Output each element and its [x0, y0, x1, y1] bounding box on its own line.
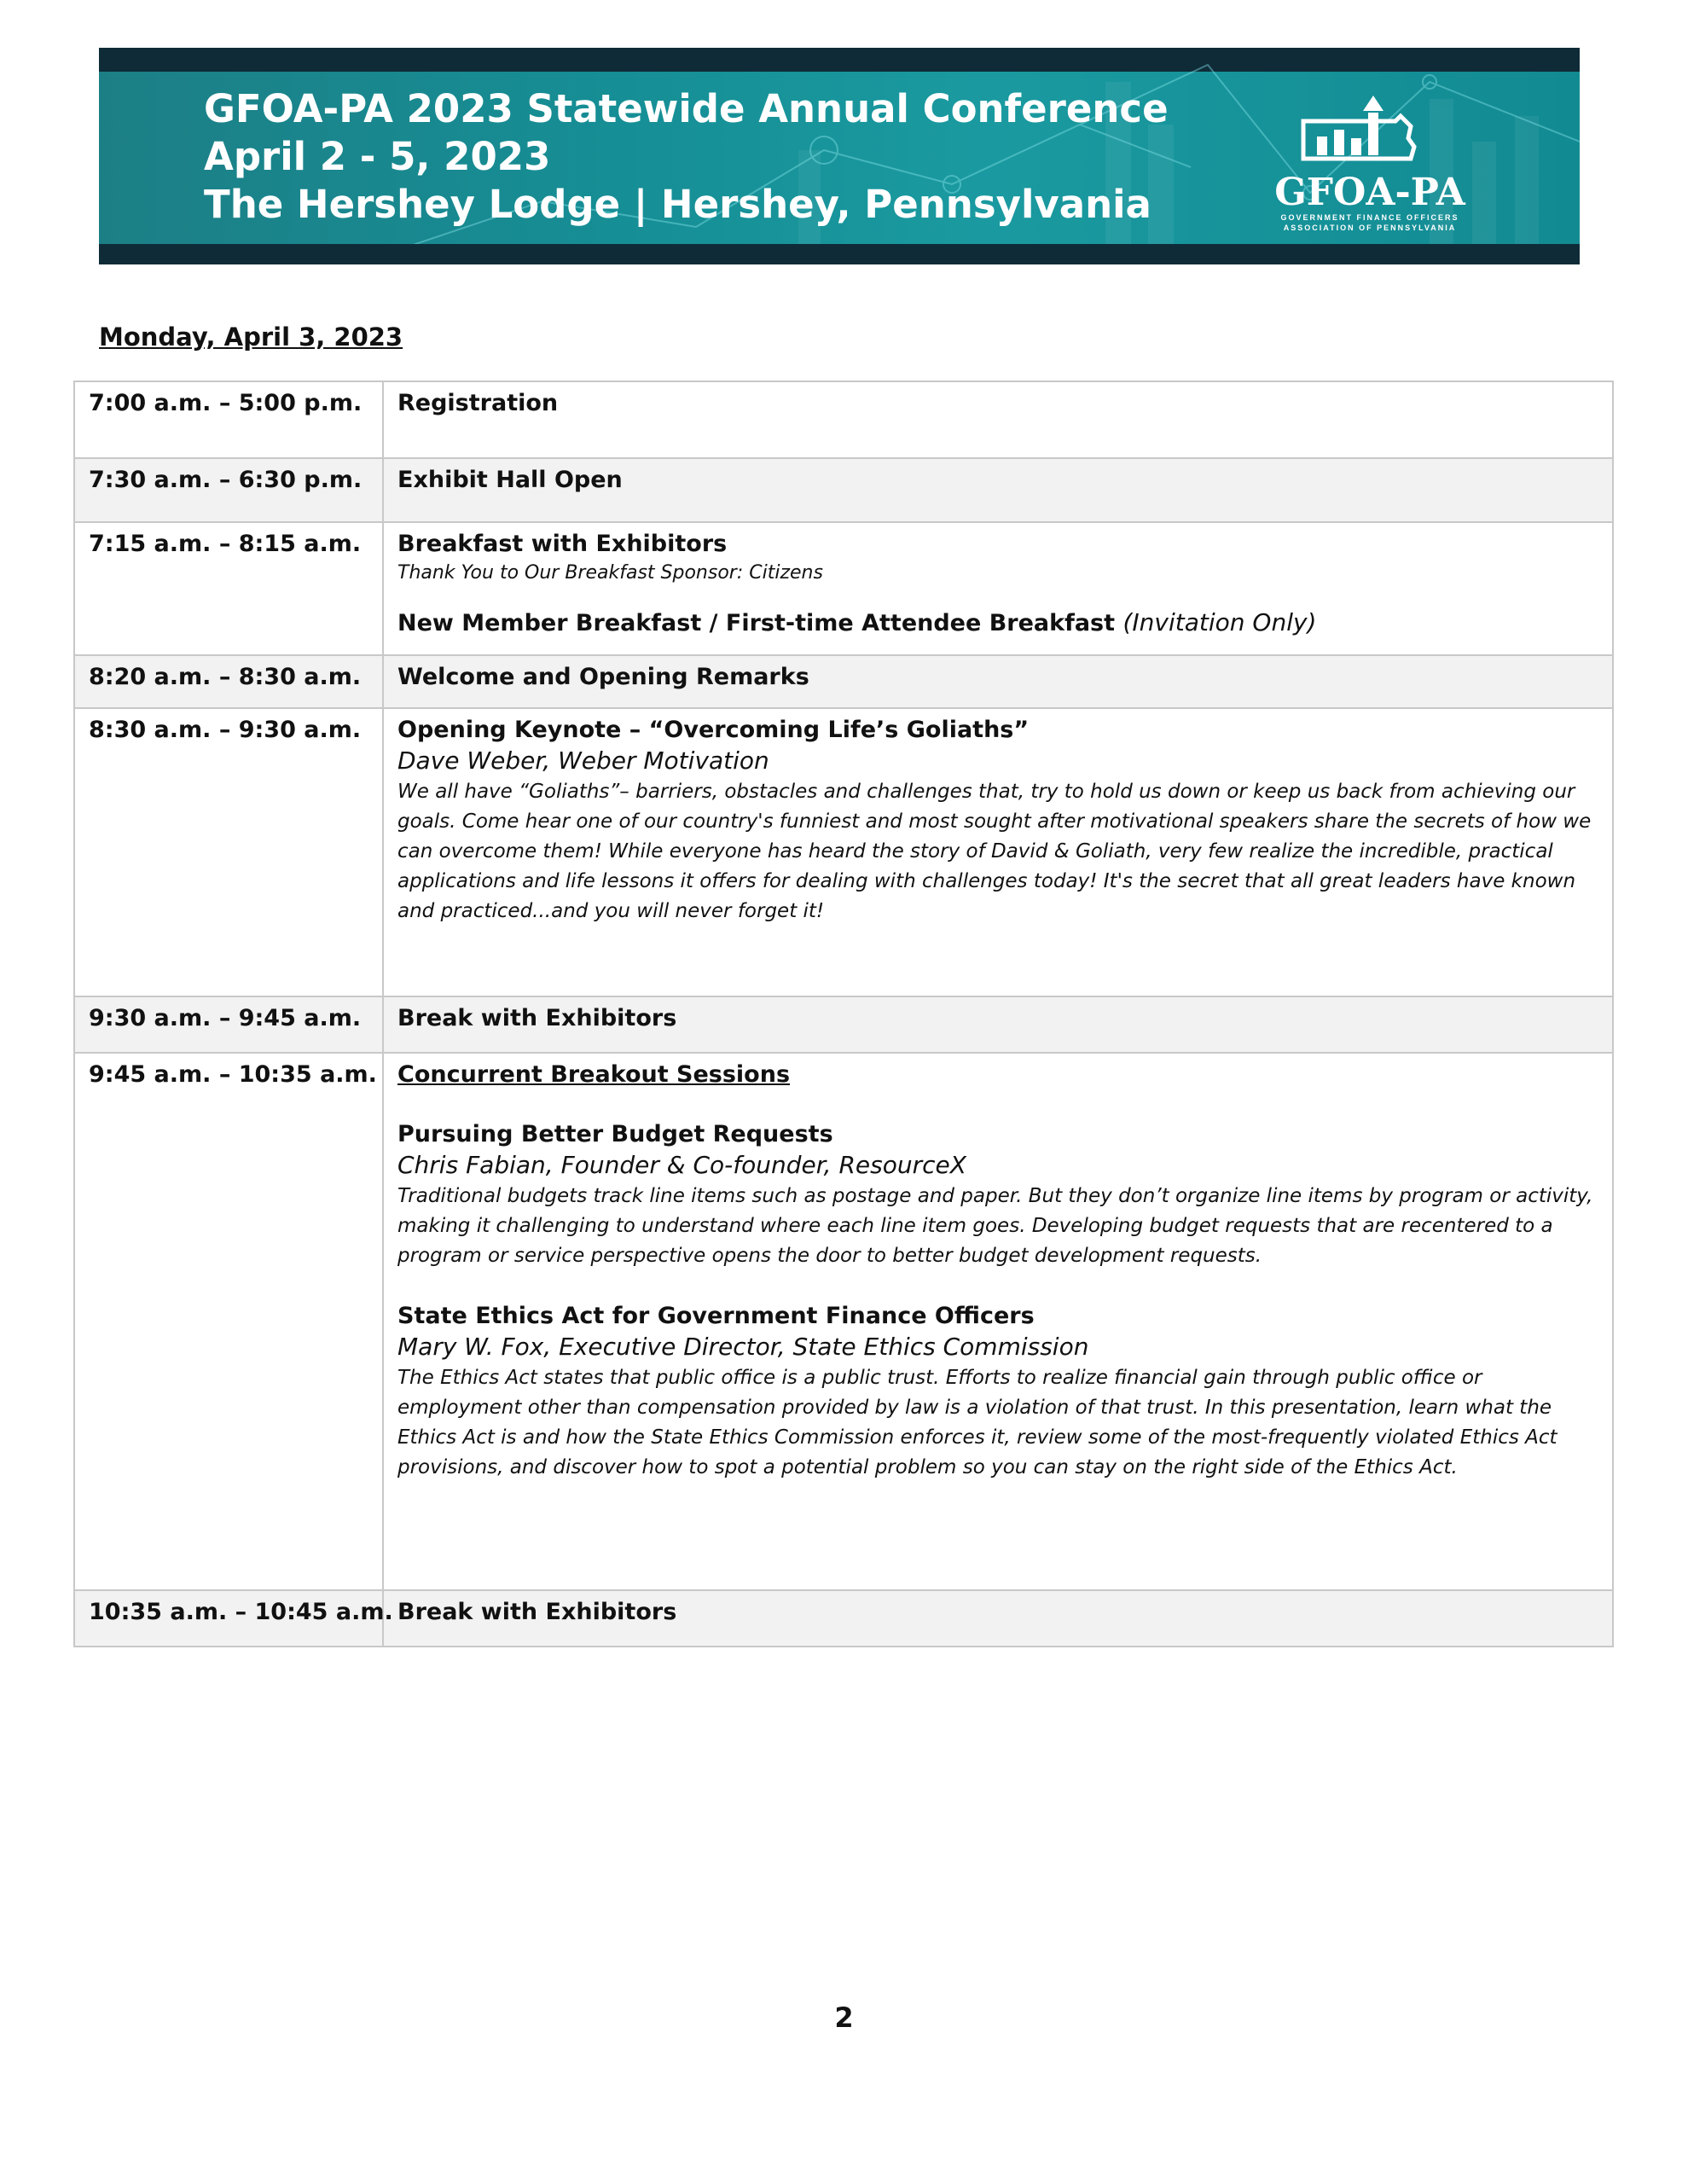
pennsylvania-chart-icon — [1267, 87, 1472, 172]
event-cell — [384, 656, 1612, 707]
session-speaker: Chris Fabian, Founder & Co-founder, ResourceX — [397, 1151, 966, 1179]
event-title: Opening Keynote – “Overcoming Life’s Goliaths” — [397, 717, 1030, 743]
logo-subtitle-2: ASSOCIATION OF PENNSYLVANIA — [1283, 224, 1457, 232]
time-cell: 9:45 a.m. – 10:35 a.m. — [75, 1054, 384, 1589]
time-cell: 7:15 a.m. – 8:15 a.m. — [75, 523, 384, 654]
logo-wordmark: GFOA-PA — [1274, 171, 1465, 214]
session-description: Traditional budgets track line items such as postage and paper. But they don’t organize line items by program or activity, making it challenging to understand where each line item goes. Developing budget requests that are recentered to a program or service perspective opens the door to better budget development requests. — [397, 1185, 1593, 1267]
second-event-title: New Member Breakfast / First-time Attendee Breakfast — [397, 610, 1116, 636]
event-title: Exhibit Hall Open — [397, 467, 623, 493]
time-cell: 8:30 a.m. – 9:30 a.m. — [75, 709, 384, 996]
session-speaker: Mary W. Fox, Executive Director, State Ethics Commission — [397, 1333, 1089, 1361]
speaker: Dave Weber, Weber Motivation — [397, 746, 769, 775]
banner-bottom-band — [99, 244, 1580, 264]
event-cell — [384, 459, 1612, 521]
breakout-heading: Concurrent Breakout Sessions — [397, 1061, 791, 1088]
event-description: We all have “Goliaths”– barriers, obstacles and challenges that, try to hold us down or keep us back from achieving our goals. Come hear one of our country's funniest and most sought after motivational speakers share the secrets of how we can overcome them! While everyone has heard the story of David & Goliath, very few realize the incredible, practical applications and life lessons it offers for dealing with challenges today! It's the secret that all great leaders have known and practiced...and you will never forget it! — [397, 781, 1592, 922]
schedule-row — [75, 459, 1612, 523]
schedule-row — [75, 997, 1612, 1054]
session-description: The Ethics Act states that public office is a public trust. Efforts to realize financial gain through public office or employment other than compensation provided by law is a violation of that trust. In this presentation, learn what the Ethics Act is and how the State Ethics Commission enforces it, review some of the most-frequently violated Ethics Act provisions, and discover how to spot a potential problem so you can stay on the right side of the Ethics Act. — [397, 1367, 1557, 1478]
time-cell: 9:30 a.m. – 9:45 a.m. — [75, 997, 384, 1052]
schedule-row — [75, 709, 1612, 997]
event-title: Welcome and Opening Remarks — [397, 664, 809, 690]
event-title: Break with Exhibitors — [397, 1599, 677, 1625]
event-cell — [384, 709, 1612, 996]
gfoa-pa-logo — [1267, 87, 1523, 241]
page-number: 2 — [834, 2001, 854, 2034]
banner-text — [204, 85, 1169, 229]
day-heading: Monday, April 3, 2023 — [99, 322, 403, 351]
schedule-row — [75, 382, 1612, 459]
time-cell: 10:35 a.m. – 10:45 a.m. — [75, 1591, 384, 1646]
conference-venue: The Hershey Lodge | Hershey, Pennsylvania — [204, 182, 1151, 227]
event-cell — [384, 382, 1612, 457]
conference-title: GFOA-PA 2023 Statewide Annual Conference — [204, 86, 1169, 131]
schedule-row — [75, 1591, 1612, 1646]
event-cell — [384, 1591, 1612, 1646]
sponsor-note: Thank You to Our Breakfast Sponsor: Citizens — [397, 562, 823, 584]
event-cell — [384, 997, 1612, 1052]
logo-subtitle-1: GOVERNMENT FINANCE OFFICERS — [1280, 213, 1459, 222]
time-cell: 7:00 a.m. – 5:00 p.m. — [75, 382, 384, 457]
invitation-note: (Invitation Only) — [1122, 608, 1317, 636]
schedule-table — [73, 380, 1614, 1647]
conference-banner — [99, 48, 1580, 264]
schedule-row — [75, 656, 1612, 709]
event-title: Breakfast with Exhibitors — [397, 531, 728, 557]
event-title: Registration — [397, 390, 559, 416]
event-cell — [384, 523, 1612, 654]
schedule-row — [75, 523, 1612, 656]
session-title: State Ethics Act for Government Finance Officers — [397, 1303, 1035, 1329]
event-cell — [384, 1054, 1612, 1589]
session-title: Pursuing Better Budget Requests — [397, 1121, 833, 1147]
conference-dates: April 2 - 5, 2023 — [204, 134, 551, 179]
time-cell: 7:30 a.m. – 6:30 p.m. — [75, 459, 384, 521]
event-title: Break with Exhibitors — [397, 1005, 677, 1031]
time-cell: 8:20 a.m. – 8:30 a.m. — [75, 656, 384, 707]
schedule-row — [75, 1054, 1612, 1591]
event-title-2 — [397, 608, 1598, 638]
